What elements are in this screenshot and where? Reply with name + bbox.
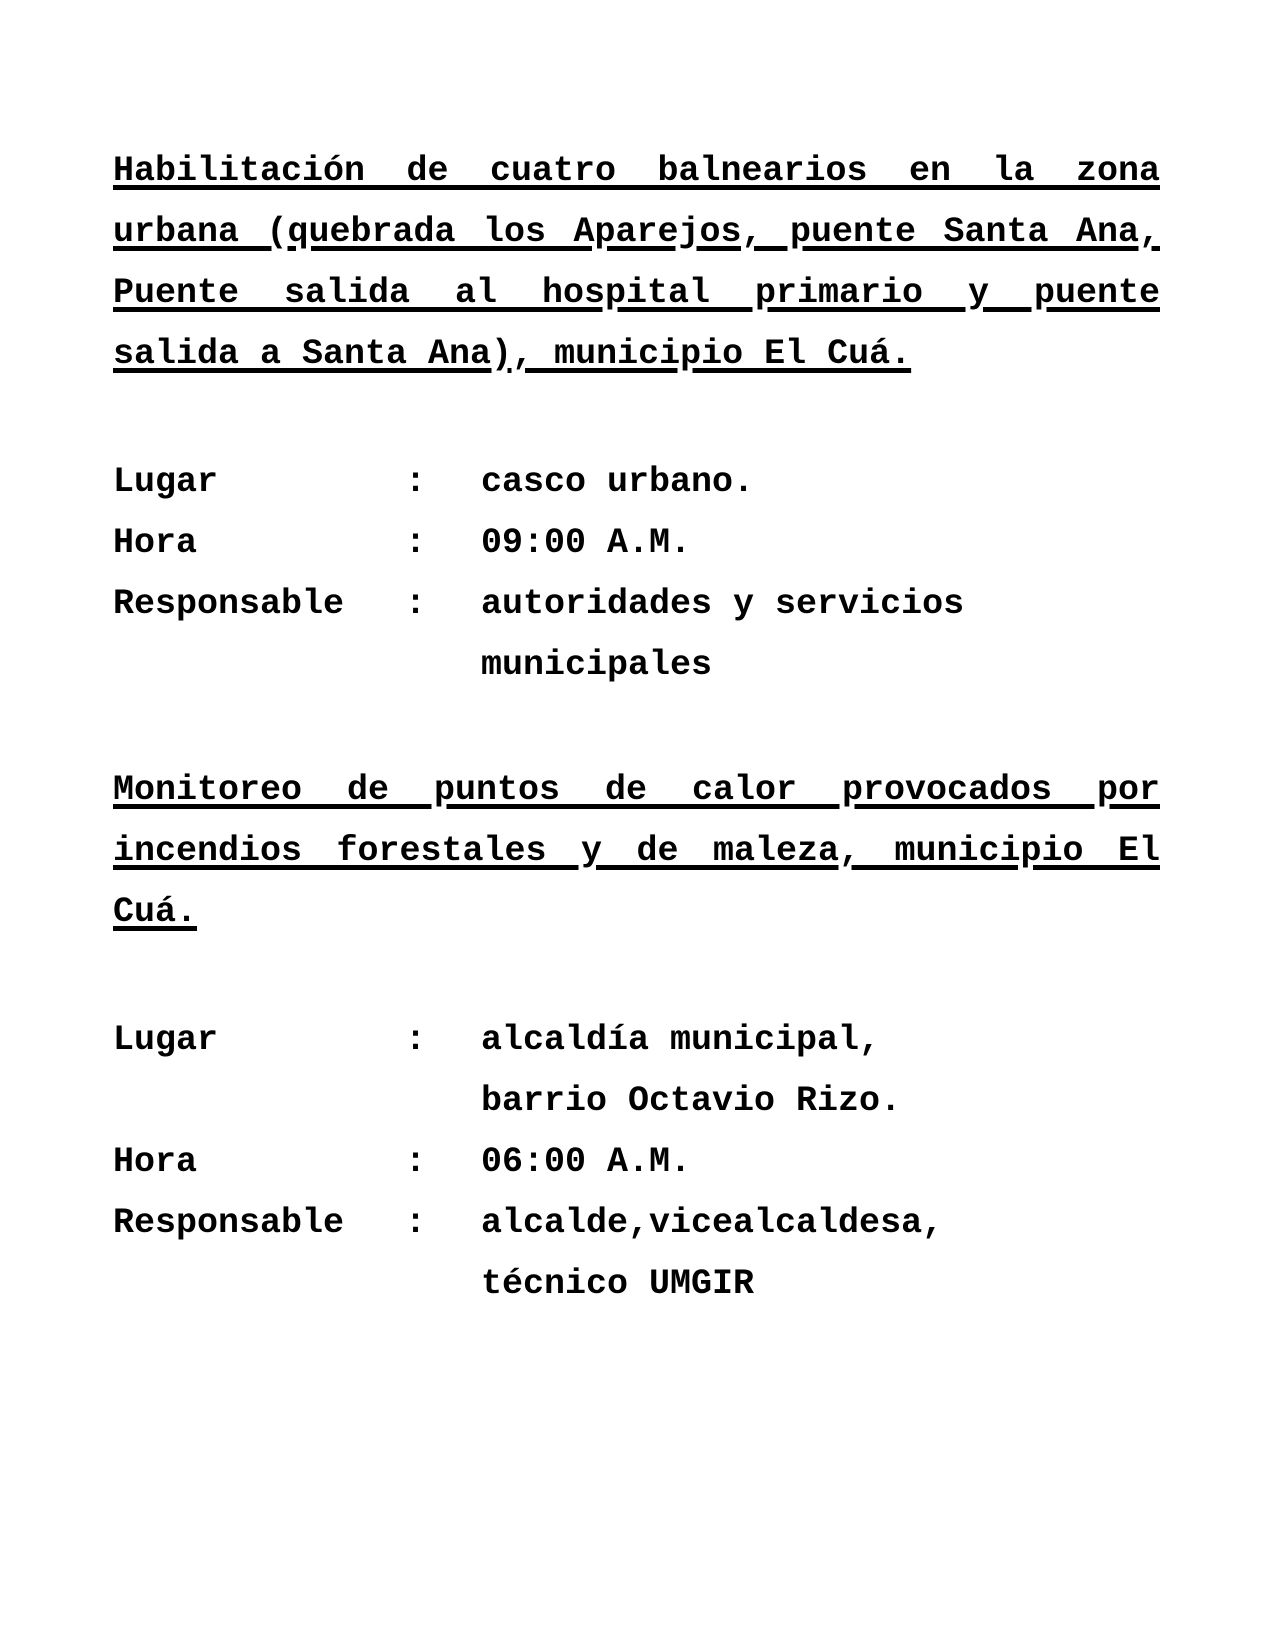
detail-colon	[405, 1254, 481, 1315]
detail-label	[113, 1254, 405, 1315]
detail-label: Hora	[113, 523, 198, 563]
detail-label: Lugar	[113, 462, 219, 502]
detail-value: técnico UMGIR	[481, 1264, 755, 1304]
detail-row	[113, 513, 1160, 574]
document-content	[113, 141, 1160, 1315]
detail-colon: :	[405, 462, 427, 502]
detail-label: Lugar	[113, 1020, 219, 1060]
heading-line: Monitoreo de puntos de calor provocados por	[113, 770, 1160, 810]
detail-value: barrio Octavio Rizo.	[481, 1081, 902, 1121]
heading-line: Habilitación de cuatro balnearios en la zona	[113, 151, 1160, 191]
detail-value: alcalde,vicealcaldesa,	[481, 1203, 944, 1243]
detail-colon: :	[405, 523, 427, 563]
detail-colon: :	[405, 584, 427, 624]
detail-row	[113, 1132, 1160, 1193]
detail-row	[113, 1254, 1160, 1315]
heading-line: urbana (quebrada los Aparejos, puente Santa Ana,	[113, 212, 1160, 252]
heading-line: Cuá.	[113, 892, 198, 932]
section-2-heading	[113, 760, 1160, 943]
detail-label	[113, 1071, 405, 1132]
detail-label: Responsable	[113, 584, 345, 624]
detail-row	[113, 1193, 1160, 1254]
section-1-details	[113, 452, 1160, 696]
heading-line: salida a Santa Ana), municipio El Cuá.	[113, 334, 912, 374]
detail-value: 06:00 A.M.	[481, 1142, 692, 1182]
detail-value: municipales	[481, 645, 713, 685]
detail-row	[113, 452, 1160, 513]
detail-label	[113, 635, 405, 696]
detail-colon: :	[405, 1020, 427, 1060]
detail-colon: :	[405, 1142, 427, 1182]
heading-line: Puente salida al hospital primario y puente	[113, 273, 1160, 313]
detail-value: alcaldía municipal,	[481, 1020, 881, 1060]
detail-row	[113, 574, 1160, 635]
detail-colon: :	[405, 1203, 427, 1243]
detail-value: 09:00 A.M.	[481, 523, 692, 563]
heading-line: incendios forestales y de maleza, municipio El	[113, 831, 1160, 871]
detail-colon	[405, 1071, 481, 1132]
section-1-heading	[113, 141, 1160, 385]
detail-label: Responsable	[113, 1203, 345, 1243]
detail-row	[113, 1010, 1160, 1071]
detail-row	[113, 635, 1160, 696]
detail-label: Hora	[113, 1142, 198, 1182]
section-2-details	[113, 1010, 1160, 1315]
detail-value: autoridades y servicios	[481, 584, 965, 624]
detail-colon	[405, 635, 481, 696]
detail-row	[113, 1071, 1160, 1132]
detail-value: casco urbano.	[481, 462, 755, 502]
